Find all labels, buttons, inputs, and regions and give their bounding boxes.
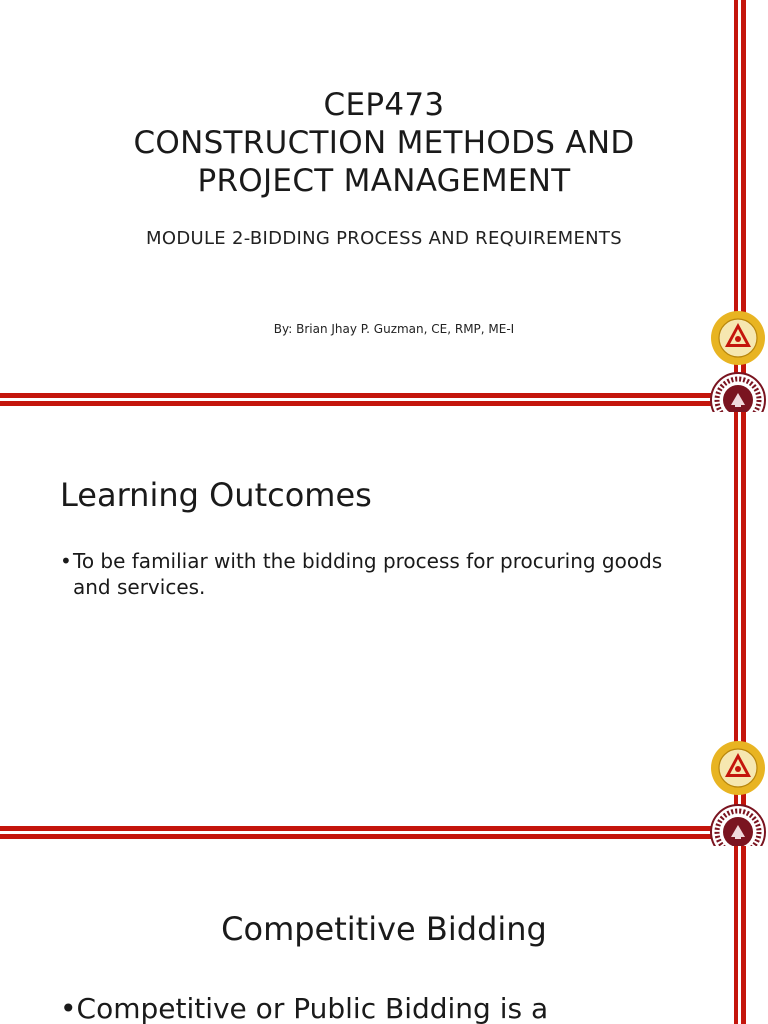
competitive-bidding-bullet bbox=[60, 992, 548, 1024]
course-code: CEP473 bbox=[323, 87, 445, 123]
course-title-line-1: CONSTRUCTION METHODS AND bbox=[133, 125, 635, 161]
slide-separator-2 bbox=[0, 826, 712, 840]
course-title-line-2: PROJECT MANAGEMENT bbox=[197, 163, 571, 199]
university-seal-icon bbox=[710, 310, 766, 366]
learning-outcomes-heading: Learning Outcomes bbox=[60, 476, 372, 514]
slide-competitive-bidding bbox=[0, 846, 768, 1024]
bullet-icon: • bbox=[60, 549, 72, 573]
competitive-bidding-heading: Competitive Bidding bbox=[221, 910, 547, 948]
slide-learning-outcomes bbox=[0, 412, 768, 826]
bullet-icon: • bbox=[60, 992, 77, 1024]
module-subtitle: MODULE 2-BIDDING PROCESS AND REQUIREMENTS bbox=[146, 228, 622, 249]
competitive-bidding-text: Competitive or Public Bidding is a bbox=[76, 992, 549, 1024]
university-seal-icon bbox=[710, 740, 766, 796]
learning-outcome-text: To be familiar with the bidding process for procuring goods and services. bbox=[73, 549, 663, 599]
learning-outcome-bullet bbox=[60, 548, 670, 600]
author-credit: By: Brian Jhay P. Guzman, CE, RMP, ME-I bbox=[273, 322, 515, 336]
slide-title-block bbox=[0, 86, 768, 200]
slide-title bbox=[0, 0, 768, 392]
slide-separator-1 bbox=[0, 393, 712, 407]
